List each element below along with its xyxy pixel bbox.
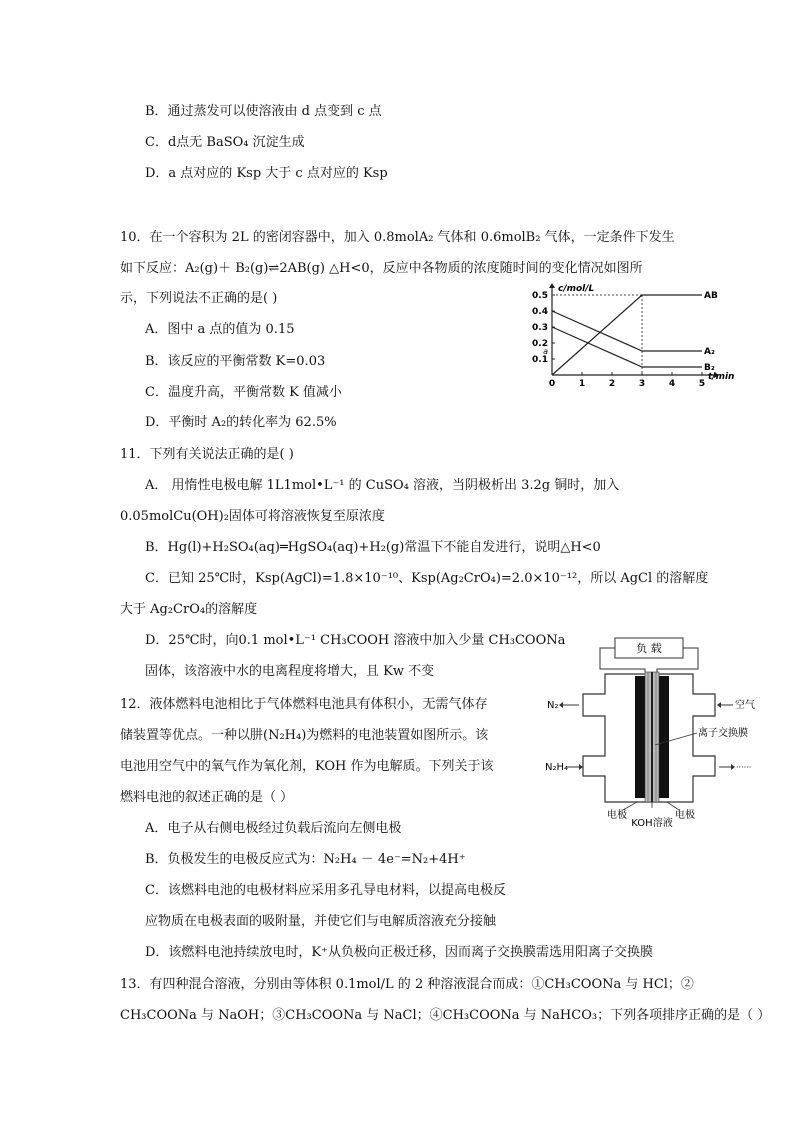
option-a: A．电子从右侧电极经过负载后流向左侧电极 <box>145 821 402 836</box>
left-electrode <box>635 676 645 798</box>
x-tick-label: 5 <box>698 379 706 389</box>
series-line-AB <box>552 295 702 375</box>
option-d: D．该燃料电池持续放电时，K⁺从负极向正极迁移，因而离子交换膜需选用阳离子交换膜 <box>145 945 653 960</box>
series-line-B₂ <box>552 327 702 367</box>
series-label: B₂ <box>704 363 715 373</box>
option-b: B．该反应的平衡常数 K=0.03 <box>145 354 326 369</box>
option-d: D．25℃时，向0.1 mol•L⁻¹ CH₃COOH 溶液中加入少量 CH₃COONa <box>145 633 566 648</box>
text-line: 固体，该溶液中水的电离程度将增大，且 Kw 不变 <box>145 664 435 679</box>
text-line: 如下反应：A₂(g)＋ B₂(g)⇌2AB(g) △H<0，反应中各物质的浓度随时间的变化情况如图所 <box>120 261 643 276</box>
text-line: C．d点无 BaSO₄ 沉淀生成 <box>145 135 305 150</box>
text-line: 示，下列说法不正确的是( ) <box>120 291 278 306</box>
x-tick-label: 0 <box>548 379 556 389</box>
series-label: A₂ <box>704 347 715 357</box>
y-axis-arrow <box>549 283 555 288</box>
fuel-cell-diagram <box>545 636 755 829</box>
koh-label: KOH溶液 <box>631 818 673 829</box>
y-tick-label: 0.2 <box>532 339 548 349</box>
option-b: B．负极发生的电极反应式为：N₂H₄ － 4e⁻=N₂+4H⁺ <box>145 852 466 867</box>
y-tick-label: 0.1 <box>532 355 548 365</box>
load-label: 负 载 <box>636 642 662 655</box>
question-10-stem: 10．在一个容积为 2L 的密闭容器中，加入 0.8molA₂ 气体和 0.6molB₂ 气体，一定条件下发生 <box>120 230 675 245</box>
text-line: 储装置等优点。一种以肼(N₂H₄)为燃料的电池装置如图所示。该 <box>120 728 489 743</box>
left-electrode-label: 电极 <box>607 810 627 821</box>
option-c: C．该燃料电池的电极材料应采用多孔导电材料，以提高电极反 <box>145 883 506 898</box>
option-b: B．Hg(l)+H₂SO₄(aq)═HgSO₄(aq)+H₂(g)常温下不能自发进行，说明△H<0 <box>145 540 601 555</box>
option-d: D．平衡时 A₂的转化率为 62.5% <box>145 415 337 430</box>
x-tick-label: 4 <box>668 379 676 389</box>
text-line: D．a 点对应的 Ksp 大于 c 点对应的 Ksp <box>145 166 388 181</box>
question-13-stem: 13．有四种混合溶液，分别由等体积 0.1mol/L 的 2 种溶液混合而成：①CH₃COONa 与 HCl；② <box>120 977 694 992</box>
option-a: A． 用惰性电极电解 1L1mol•L⁻¹ 的 CuSO₄ 溶液，当阴极析出 3.2g 铜时，加入 <box>145 478 620 493</box>
text-line: CH₃COONa 与 NaOH；③CH₃COONa 与 NaCl；④CH₃COONa 与 NaHCO₃；下列各项排序正确的是（ ） <box>120 1008 771 1023</box>
text-line: 0.05molCu(OH)₂固体可将溶液恢复至原浓度 <box>120 509 385 524</box>
text-line: 大于 Ag₂CrO₄的溶解度 <box>120 602 258 617</box>
right-electrode-label: 电极 <box>675 810 695 821</box>
air-label: 空气 <box>735 700 755 711</box>
right-electrode <box>659 676 669 798</box>
option-c: C．温度升高，平衡常数 K 值减小 <box>145 385 342 400</box>
concentration-time-chart <box>515 282 735 389</box>
y-tick-label: 0.4 <box>532 307 548 317</box>
text-line: 燃料电池的叙述正确的是（ ） <box>120 790 294 805</box>
x-tick-label: 2 <box>608 379 616 389</box>
text-line: 应物质在电极表面的吸附量，并使它们与电解质溶液充分接触 <box>145 914 497 929</box>
n2h4-label: N₂H₄ <box>545 762 569 773</box>
option-a: A．图中 a 点的值为 0.15 <box>145 322 295 337</box>
question-12-stem: 12．液体燃料电池相比于气体燃料电池具有体积小，无需气体存 <box>120 697 488 712</box>
text-line: 电池用空气中的氧气作为氧化剂，KOH 作为电解质。下列关于该 <box>120 759 494 774</box>
question-11-stem: 11．下列有关说法正确的是( ) <box>120 447 294 462</box>
membrane-label: 离子交换膜 <box>698 728 748 739</box>
x-tick-label: 1 <box>578 379 586 389</box>
series-label: AB <box>704 291 718 301</box>
series-line-A₂ <box>552 311 702 351</box>
y-axis-label: c/mol/L <box>558 284 595 294</box>
option-c: C．已知 25℃时，Ksp(AgCl)=1.8×10⁻¹⁰、Ksp(Ag₂CrO₄)=2.0×10⁻¹²，所以 AgCl 的溶解度 <box>145 571 709 586</box>
n2-label: N₂ <box>547 700 559 711</box>
y-tick-label: 0.5 <box>532 291 548 301</box>
text-line: B．通过蒸发可以使溶液由 d 点变到 c 点 <box>145 104 382 119</box>
x-tick-label: 3 <box>638 379 646 389</box>
y-tick-label: 0.3 <box>532 323 548 333</box>
outlet-dots: ······ <box>736 763 752 772</box>
x-axis-label: t/min <box>708 372 735 382</box>
y-tick-label-a: a <box>543 347 548 356</box>
